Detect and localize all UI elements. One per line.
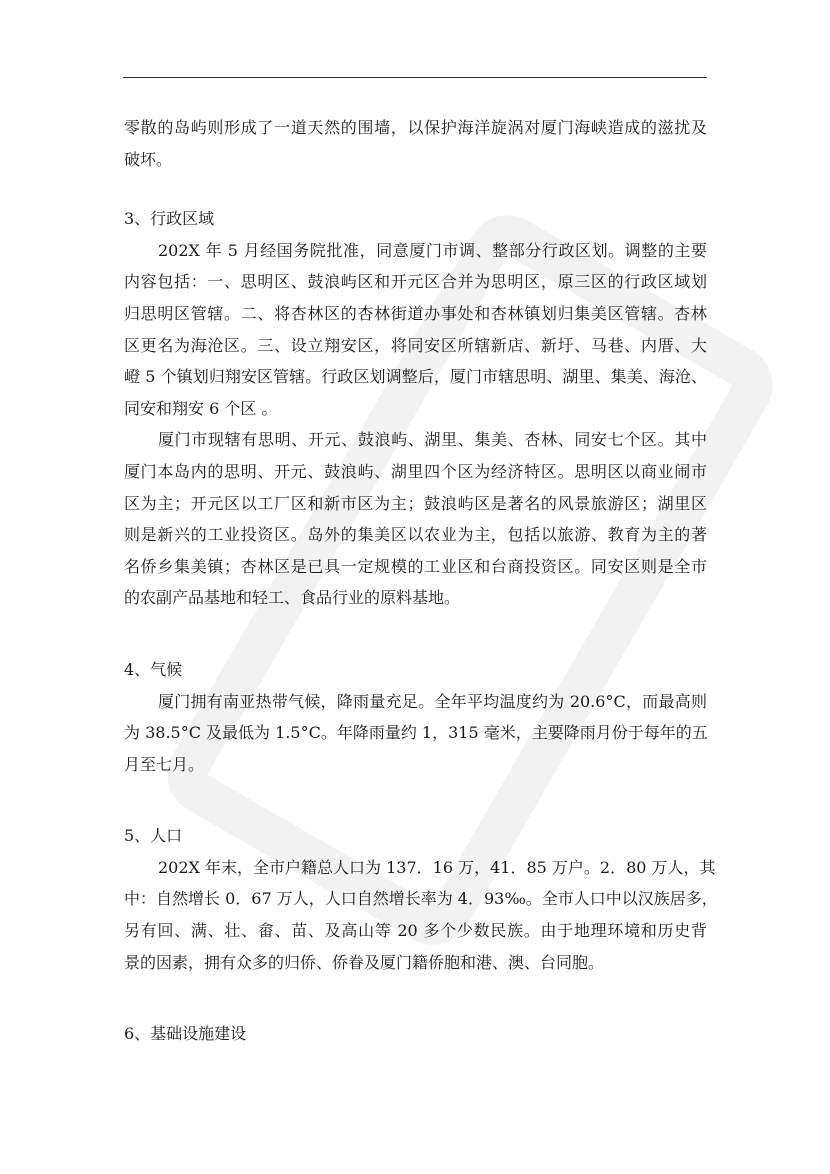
paragraph-line: 中：自然增长 0．67 万人，人口自然增长率为 4．93‰。全市人口中以汉族居多，: [124, 889, 718, 909]
section-heading: 5、人口: [124, 826, 183, 846]
document-page: [124, 112, 718, 1050]
paragraph-line: 归思明区管辖。二、将杏林区的杏林街道办事处和杏林镇划归集美区管辖。杏林: [124, 303, 707, 323]
intro-line: 零散的岛屿则形成了一道天然的围墙，以保护海洋旋涡对厦门海峡造成的滋扰及: [124, 118, 707, 137]
section-heading: 3、行政区域: [124, 209, 215, 229]
paragraph-line: 嶝 5 个镇划归翔安区管辖。行政区划调整后，厦门市辖思明、湖里、集美、海沧、: [124, 367, 707, 387]
paragraph-line: 则是新兴的工业投资区。岛外的集美区以农业为主，包括以旅游、教育为主的著: [124, 525, 707, 545]
header-rule: [123, 77, 707, 78]
paragraph-line: 厦门本岛内的思明、开元、鼓浪屿、湖里四个区为经济特区。思明区以商业闹市: [124, 461, 707, 481]
paragraph-line: 202X 年 5 月经国务院批准，同意厦门市调、整部分行政区划。调整的主要: [158, 240, 707, 260]
paragraph-line: 另有回、满、壮、畲、苗、及高山等 20 多个少数民族。由于地理环境和历史背: [124, 921, 707, 941]
section-heading: 6、基础设施建设: [124, 1024, 247, 1044]
intro-line: 破坏。: [124, 149, 173, 169]
paragraph-line: 景的因素，拥有众多的归侨、侨眷及厦门籍侨胞和港、澳、台同胞。: [124, 952, 605, 972]
paragraph-line: 区更名为海沧区。三、设立翔安区，将同安区所辖新店、新圩、马巷、内厝、大: [124, 335, 707, 355]
paragraph-line: 202X 年末，全市户籍总人口为 137．16 万，41．85 万户。2．80 万人，其: [158, 857, 716, 877]
paragraph-line: 名侨乡集美镇；杏林区是已具一定规模的工业区和台商投资区。同安区则是全市: [124, 556, 707, 576]
paragraph-line: 月至七月。: [124, 754, 205, 774]
section-spacer: [124, 175, 707, 203]
section-heading: 4、气候: [124, 659, 183, 679]
paragraph-line: 厦门市现辖有思明、开元、鼓浪屿、湖里、集美、杏林、同安七个区。其中: [158, 430, 707, 450]
paragraph-line: 同安和翔安 6 个区 。: [124, 398, 278, 418]
paragraph-line: 的农副产品基地和轻工、食品行业的原料基地。: [124, 588, 461, 608]
section-spacer: [124, 978, 707, 1018]
paragraph-line: 为 38.5°C 及最低为 1.5°C。年降雨量约 1，315 毫米，主要降雨月份于每年的五: [124, 723, 708, 743]
paragraph-line: 厦门拥有南亚热带气候，降雨量充足。全年平均温度约为 20.6°C，而最高则: [158, 691, 707, 711]
paragraph-line: 区为主；开元区以工厂区和新市区为主；鼓浪屿区是著名的风景旅游区；湖里区: [124, 493, 707, 513]
paragraph-line: 内容包括：一、思明区、鼓浪屿区和开元区合并为思明区，原三区的行政区域划: [124, 272, 707, 292]
section-spacer: [124, 614, 707, 654]
section-spacer: [124, 780, 707, 820]
